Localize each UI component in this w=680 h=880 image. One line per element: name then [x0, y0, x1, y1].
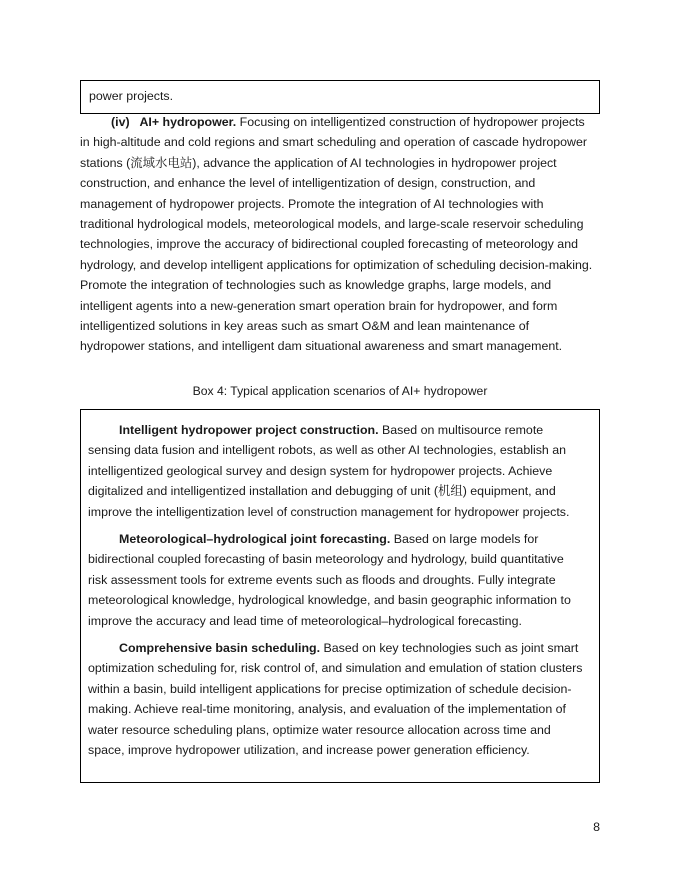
scenario-body: Based on large models for bidirectional coupled forecasting of basin meteorology and hydrology, build quantitative risk assessment tools for extreme events such as floods and droughts. Fully integrate meteorological knowledge, hydrological knowledge, and basin geographic information to improve the accuracy and lead time of meteorological–hydrological forecasting. — [88, 532, 571, 628]
box-caption-text: Box 4: Typical application scenarios of AI+ hydropower — [192, 384, 488, 398]
section-body-text: Focusing on intelligentized construction of hydropower projects in high-altitude and cold regions and smart scheduling and operation of cascade hydropower stations (流域水电站), advance the application of AI technologies in hydropower project construction, and enhance the level of intelligentization of design, construction, and management of hydropower projects. Promote the integration of AI technologies with traditional hydrological models, meteorological models, and large-scale reservoir scheduling technologies, improve the accuracy of bidirectional coupled forecasting of meteorology and hydrology, and develop intelligent applications for optimization of scheduling decision-making. Promote the integration of technologies such as knowledge graphs, large models, and intelligent agents into a new-generation smart operation brain for hydropower, and form intelligentized solutions in key areas such as smart O&M and lean maintenance of hydropower stations, and intelligent dam situational awareness and smart management. — [80, 115, 593, 354]
section-marker-gap — [130, 115, 140, 129]
page-number-text: 8 — [593, 820, 600, 834]
scenario-item — [88, 529, 586, 631]
scenario-title: Comprehensive basin scheduling. — [119, 641, 321, 656]
page-number — [0, 820, 600, 834]
section-marker: (iv) — [111, 115, 130, 129]
scenario-title: Intelligent hydropower project construction. — [119, 423, 379, 437]
section-paragraph — [80, 112, 593, 357]
box-caption — [80, 383, 600, 400]
scenario-title: Meteorological–hydrological joint forecasting. — [119, 532, 391, 547]
scenario-body: Based on key technologies such as joint smart optimization scheduling for, risk control of, and simulation and emulation of station clusters within a basin, build intelligent applications for precise optimization of schedule decision-making. Achieve real-time monitoring, analysis, and evaluation of the implementation of water resource scheduling plans, optimize water resource allocation across time and space, improve hydropower utilization, and increase power generation efficiency. — [88, 641, 583, 758]
scenario-item — [88, 420, 586, 522]
scenario-box — [80, 409, 600, 783]
continued-text: power projects. — [89, 89, 174, 103]
scenario-body: Based on multisource remote sensing data fusion and intelligent robots, as well as other AI technologies, establish an intelligentized geological survey and design system for hydropower projects. Achieve digitalized and intelligentized installation and debugging of unit (机组) equipment, and improve the intelligentization level of construction management for hydropower projects. — [88, 423, 570, 519]
section-lead-title: AI+ hydropower. — [139, 115, 237, 129]
continued-text-box — [80, 80, 600, 114]
scenario-item — [88, 638, 586, 760]
